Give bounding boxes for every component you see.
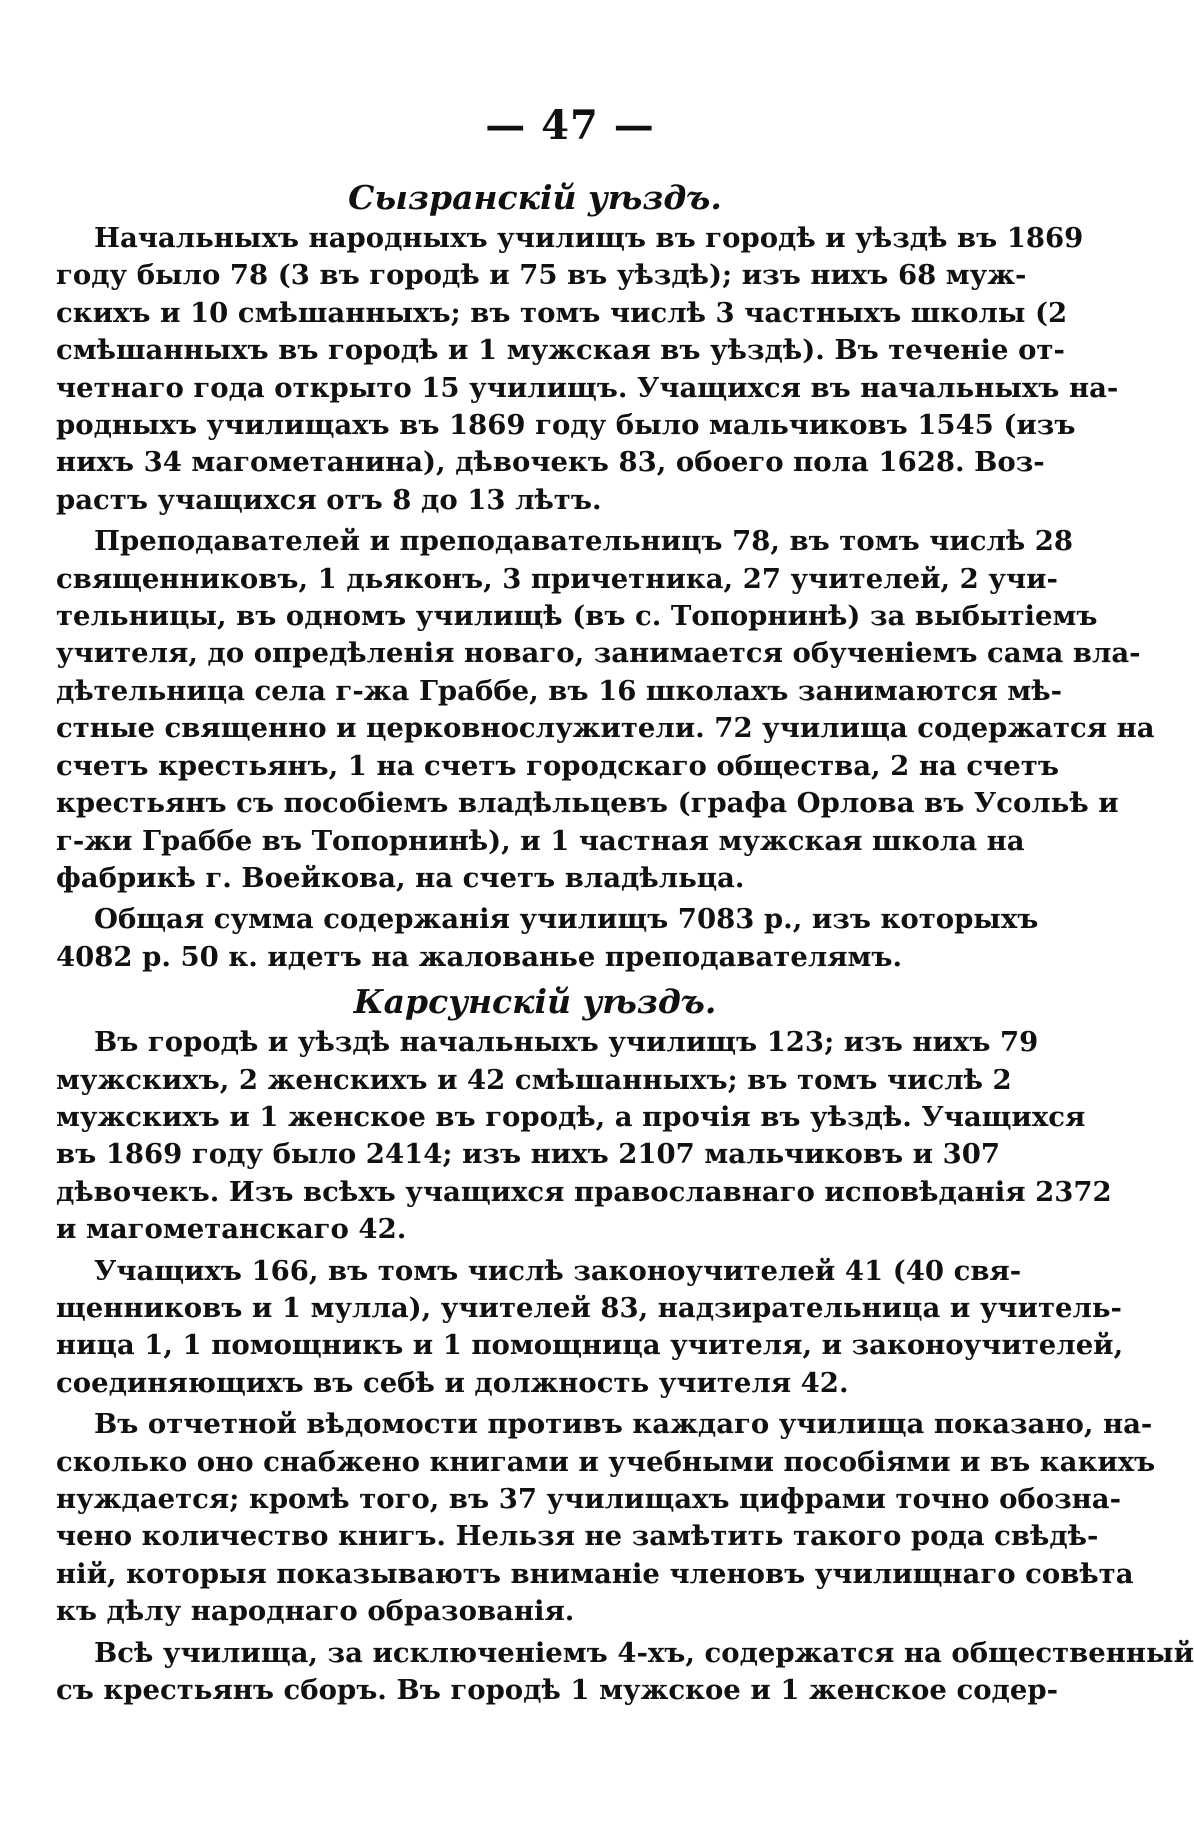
text-line: мужскихъ и 1 женское въ городѣ, а прочія въ уѣздѣ. Учащихся <box>56 1100 1086 1133</box>
text-line: году было 78 (3 въ городѣ и 75 въ уѣздѣ); изъ нихъ 68 муж- <box>56 259 1027 292</box>
text-line: учителя, до опредѣленія новаго, занимается обученіемъ сама вла- <box>56 637 1141 670</box>
text-line: къ дѣлу народнаго образованія. <box>56 1595 575 1628</box>
text-line: соединяющихъ въ себѣ и должность учителя 42. <box>56 1366 849 1399</box>
section-heading: Карсунскій уѣздъ. <box>353 982 717 1022</box>
text-line: г-жи Граббе въ Топорнинѣ), и 1 частная мужская школа на <box>56 824 1025 857</box>
text-line: щенниковъ и 1 мулла), учителей 83, надзирательница и учитель- <box>56 1291 1122 1324</box>
paragraph <box>56 1635 1194 1710</box>
text-line: и магометанскаго 42. <box>56 1213 407 1246</box>
text-line: нуждается; кромѣ того, въ 37 училищахъ цифрами точно обозна- <box>56 1483 1122 1515</box>
text-line: счетъ крестьянъ, 1 на счетъ городскаго общества, 2 на счетъ <box>56 749 1059 782</box>
text-line: Начальныхъ народныхъ училищъ въ городѣ и уѣздѣ въ 1869 <box>94 222 1084 254</box>
text-line: Въ городѣ и уѣздѣ начальныхъ училищъ 123; изъ нихъ 79 <box>94 1026 1039 1059</box>
paragraph <box>56 1406 1156 1630</box>
text-line: съ крестьянъ сборъ. Въ городѣ 1 мужское и 1 женское содер- <box>56 1674 1059 1707</box>
text-line: ній, которыя показываютъ вниманіе членовъ училищнаго совѣта <box>56 1557 1134 1590</box>
text-line: родныхъ училищахъ въ 1869 году было мальчиковъ 1545 (изъ <box>56 409 1076 442</box>
text-line: четнаго года открыто 15 училищъ. Учащихся въ начальныхъ на- <box>56 371 1119 404</box>
text-line: нихъ 34 магометанина), дѣвочекъ 83, обоего пола 1628. Воз- <box>56 446 1045 479</box>
paragraph <box>56 220 1119 519</box>
text-line: крестьянъ съ пособіемъ владѣльцевъ (графа Орлова въ Усольѣ и <box>56 787 1119 820</box>
section-heading: Сызранскій уѣздъ. <box>348 178 722 217</box>
text-line: священниковъ, 1 дьяконъ, 3 причетника, 27 учителей, 2 учи- <box>56 562 1058 595</box>
page-body <box>56 176 1194 1713</box>
text-line: дѣвочекъ. Изъ всѣхъ учащихся православнаго исповѣданія 2372 <box>56 1175 1112 1208</box>
paragraph <box>56 1253 1124 1403</box>
text-line: мужскихъ, 2 женскихъ и 42 смѣшанныхъ; въ томъ числѣ 2 <box>56 1063 1012 1096</box>
text-line: скихъ и 10 смѣшанныхъ; въ томъ числѣ 3 частныхъ школы (2 <box>56 296 1068 329</box>
text-line: Всѣ училища, за исключеніемъ 4-хъ, содержатся на общественный <box>94 1636 1194 1669</box>
text-line: чено количество книгъ. Нельзя не замѣтить такого рода свѣдѣ- <box>56 1520 1099 1553</box>
text-line: Въ отчетной вѣдомости противъ каждаго училища показано, на- <box>94 1408 1153 1441</box>
text-line: стные священно и церковнослужители. 72 училища содержатся на <box>56 712 1155 745</box>
page-number: — 47 — <box>485 102 655 149</box>
text-line: дѣтельница села г-жа Граббе, въ 16 школахъ занимаются мѣ- <box>56 674 1063 707</box>
text-line: фабрикѣ г. Воейкова, на счетъ владѣльца. <box>56 861 745 894</box>
text-line: Преподавателей и преподавательницъ 78, въ томъ числѣ 28 <box>94 525 1074 558</box>
text-line: 4082 р. 50 к. идетъ на жалованье преподавателямъ. <box>56 940 903 973</box>
paragraph <box>56 1024 1112 1248</box>
paragraph <box>56 901 1039 976</box>
text-line: Учащихъ 166, въ томъ числѣ законоучителей 41 (40 свя- <box>94 1254 1022 1287</box>
text-line: въ 1869 году было 2414; изъ нихъ 2107 мальчиковъ и 307 <box>56 1138 1001 1171</box>
text-line: смѣшанныхъ въ городѣ и 1 мужская въ уѣздѣ). Въ теченіе от- <box>56 334 1065 367</box>
text-line: Общая сумма содержанія училищъ 7083 р., изъ которыхъ <box>94 903 1039 936</box>
paragraph <box>56 523 1155 897</box>
text-line: сколько оно снабжено книгами и учебными пособіями и въ какихъ <box>56 1445 1156 1478</box>
text-line: тельницы, въ одномъ училищѣ (въ с. Топорнинѣ) за выбытіемъ <box>56 600 1098 633</box>
text-line: растъ учащихся отъ 8 до 13 лѣтъ. <box>56 483 602 516</box>
text-line: ница 1, 1 помощникъ и 1 помощница учителя, и законоучителей, <box>56 1329 1124 1362</box>
